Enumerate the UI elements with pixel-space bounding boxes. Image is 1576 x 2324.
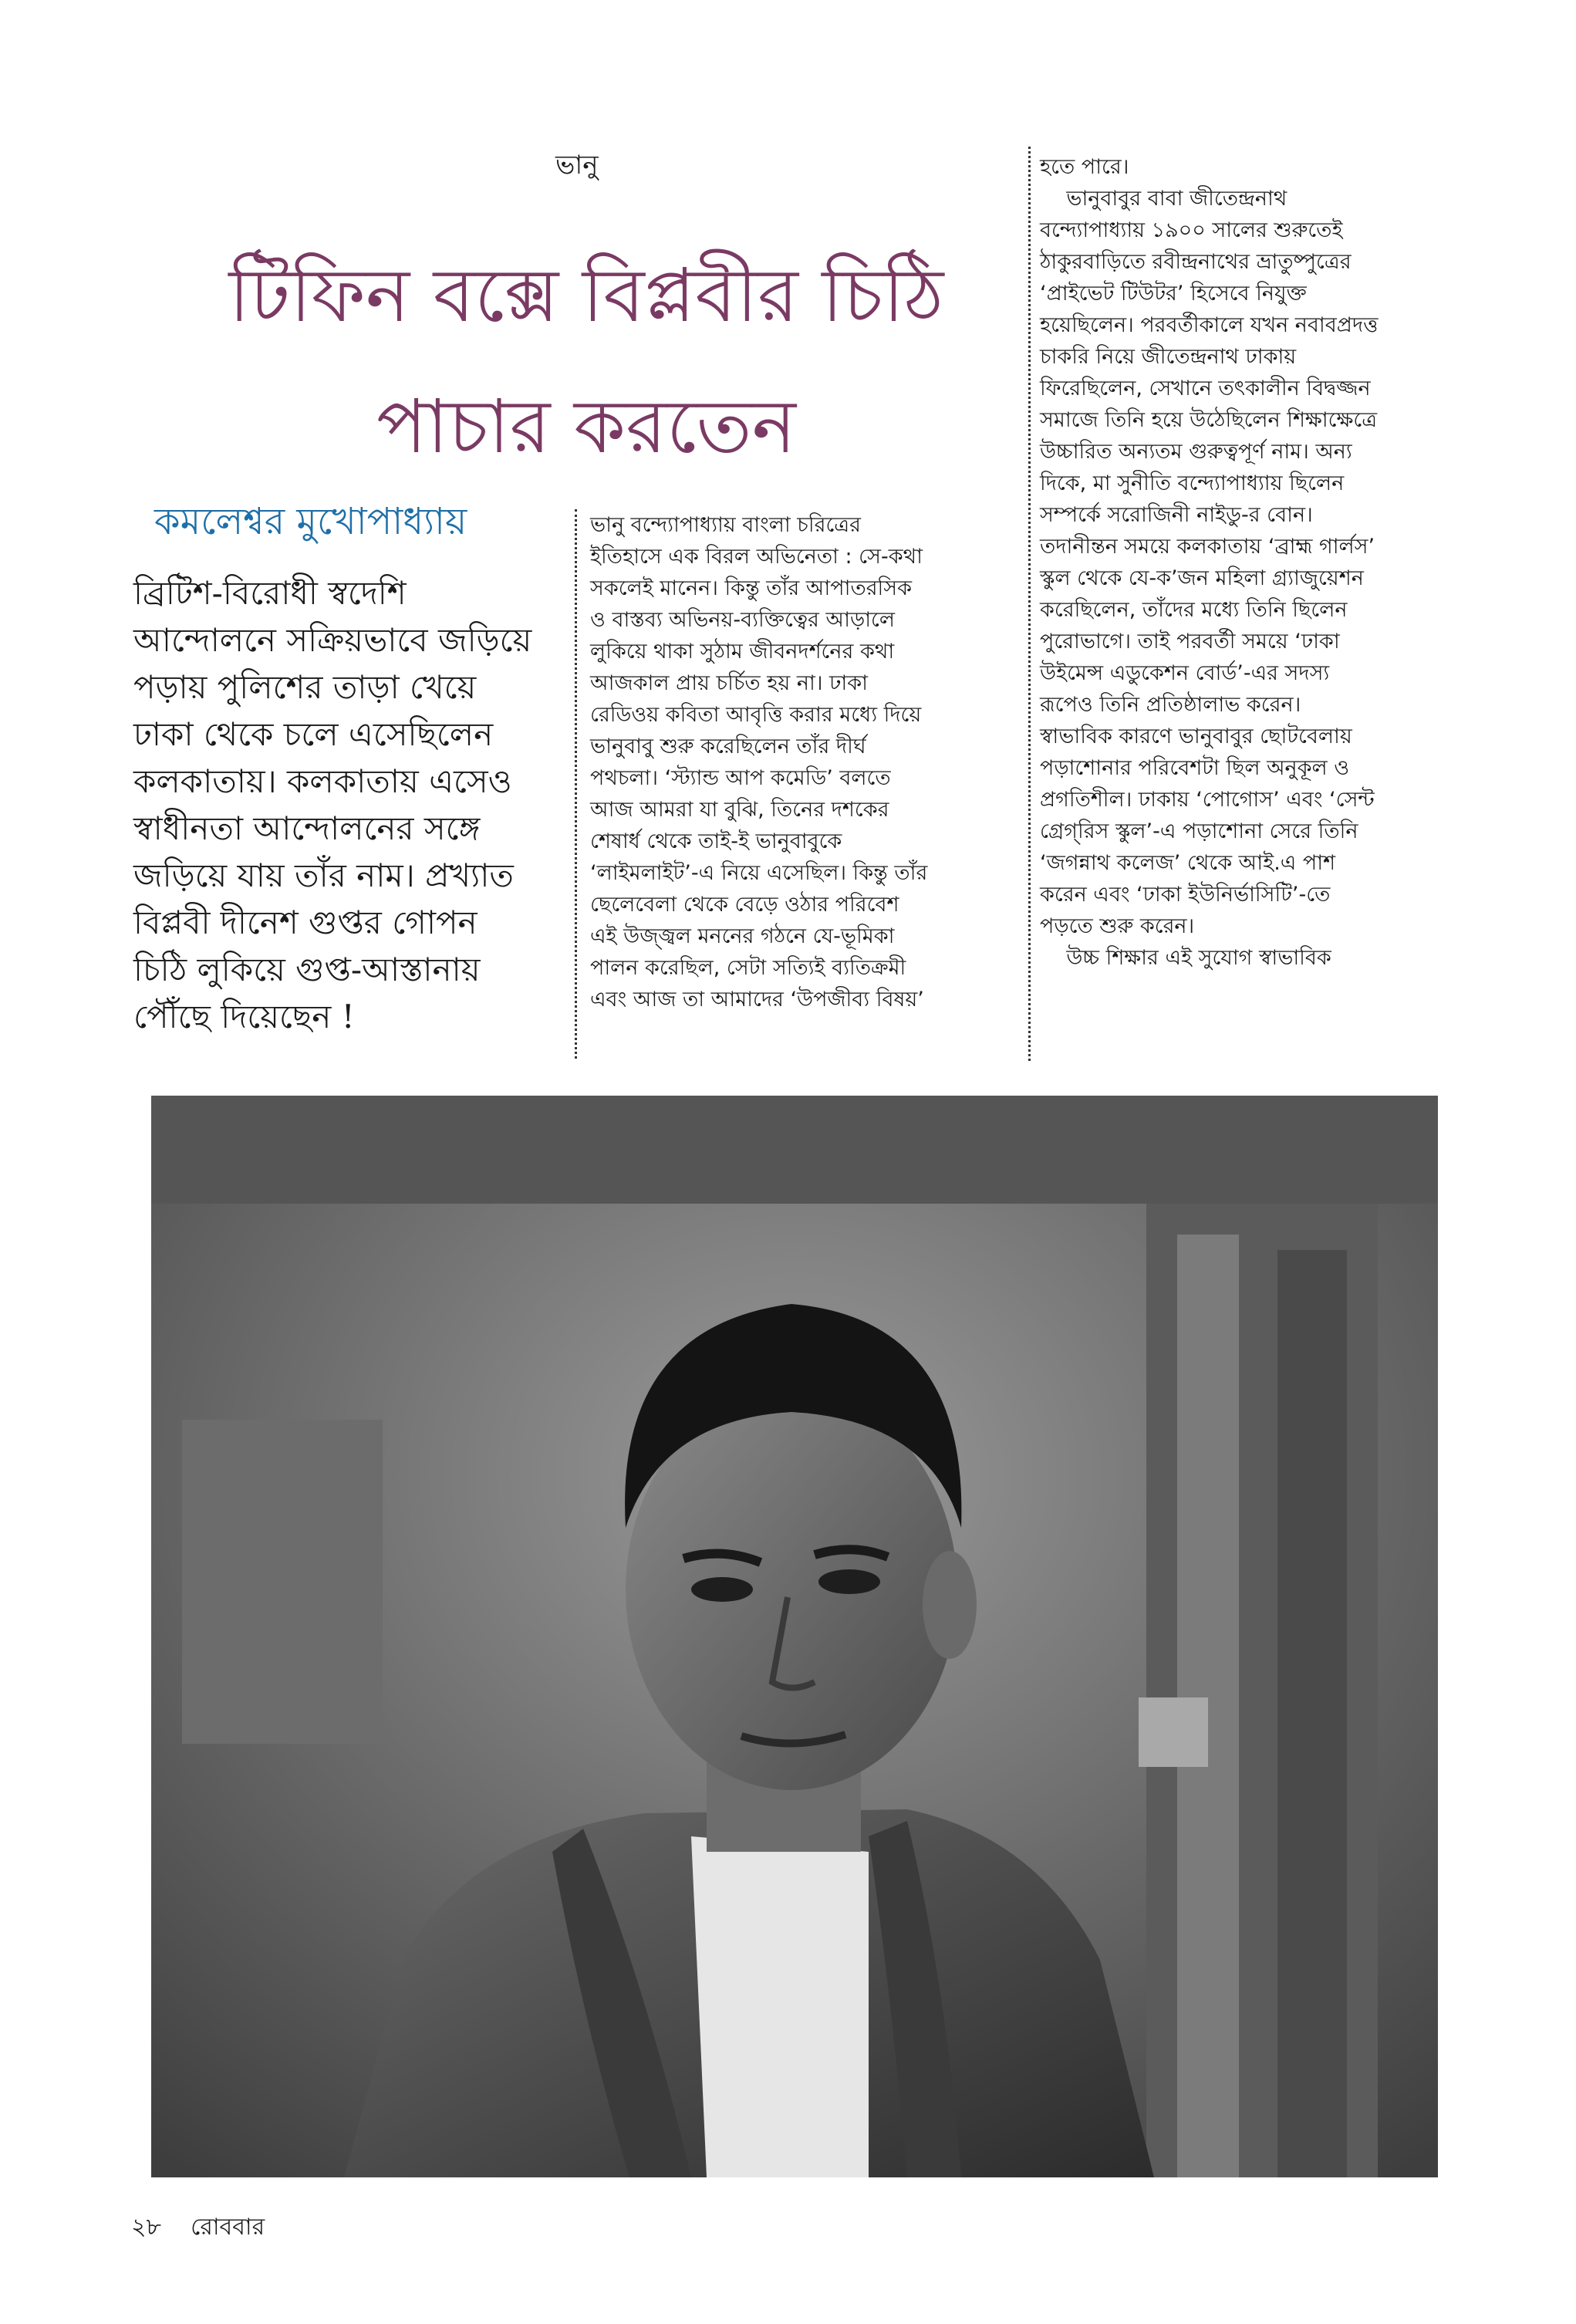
intro-line: পড়ায় পুলিশের তাড়া খেয়ে <box>133 668 477 706</box>
column-divider <box>1028 147 1031 1061</box>
body-line: রেডিওয় কবিতা আবৃত্তি করার মধ্যে দিয়ে <box>590 703 922 727</box>
body-line: ভানু বন্দ্যোপাধ্যায় বাংলা চরিত্রের <box>590 513 861 537</box>
body-line: সমাজে তিনি হয়ে উঠেছিলেন শিক্ষাক্ষেত্রে <box>1040 408 1378 432</box>
body-line: দিকে, মা সুনীতি বন্দ্যোপাধ্যায় ছিলেন <box>1040 471 1345 495</box>
body-line: স্বাভাবিক কারণে ভানুবাবুর ছোটবেলায় <box>1040 725 1352 748</box>
body-line: চাকরি নিয়ে জীতেন্দ্রনাথ ঢাকায় <box>1040 345 1297 369</box>
headline-line-1: টিফিন বক্সে বিপ্লবীর চিঠি <box>228 252 944 339</box>
body-line: ‘প্রাইভেট টিউটর’ হিসেবে নিযুক্ত <box>1040 282 1307 306</box>
body-line: ভানুবাবুর বাবা জীতেন্দ্রনাথ <box>1040 187 1287 211</box>
section-kicker: ভানু <box>555 150 599 181</box>
intro-line: কলকাতায়। কলকাতায় এসেও <box>133 762 512 800</box>
intro-line: ঢাকা থেকে চলে এসেছিলেন <box>133 715 494 753</box>
body-line: উইমেন্স এডুকেশন বোর্ড’-এর সদস্য <box>1040 661 1330 685</box>
body-line: লুকিয়ে থাকা সুঠাম জীবনদর্শনের কথা <box>590 640 895 664</box>
page-number: ২৮ <box>131 2214 161 2241</box>
body-line: পালন করেছিল, সেটা সত্যিই ব্যতিক্রমী <box>590 956 906 980</box>
body-line: ‘লাইমলাইট’-এ নিয়ে এসেছিল। কিন্তু তাঁর <box>590 861 928 885</box>
body-line: বন্দ্যোপাধ্যায় ১৯০০ সালের শুরুতেই <box>1040 218 1343 242</box>
article-column-middle <box>590 509 1022 1015</box>
body-line: সকলেই মানেন। কিন্তু তাঁর আপাতরসিক <box>590 576 912 600</box>
body-line: প্রগতিশীল। ঢাকায় ‘পোগোস’ এবং ‘সেন্ট <box>1040 788 1375 812</box>
body-line: তদানীন্তন সময়ে কলকাতায় ‘ব্রাহ্ম গার্লস’ <box>1040 535 1375 559</box>
body-line: শেষার্ধ থেকে তাই-ই ভানুবাবুকে <box>590 829 842 853</box>
article-column-right <box>1040 151 1487 974</box>
body-line: হয়েছিলেন। পরবর্তীকালে যখন নবাবপ্রদত্ত <box>1040 313 1379 337</box>
body-line: ‘জগন্নাথ কলেজ’ থেকে আই.এ পাশ <box>1040 851 1336 875</box>
body-line: এই উজ্জ্বল মননের গঠনে যে-ভূমিকা <box>590 924 895 948</box>
intro-line: স্বাধীনতা আন্দোলনের সঙ্গে <box>133 809 481 847</box>
body-line: ঠাকুরবাড়িতে রবীন্দ্রনাথের ভ্রাতুষ্পুত্রের <box>1040 250 1352 274</box>
body-line: ও বাস্তব্য অভিনয়-ব্যক্তিত্বের আড়ালে <box>590 608 896 632</box>
body-line: পুরোভাগে। তাই পরবর্তী সময়ে ‘ঢাকা <box>1040 630 1340 654</box>
body-line: ফিরেছিলেন, সেখানে তৎকালীন বিদ্বজ্জন <box>1040 377 1371 400</box>
body-line: ভানুবাবু শুরু করেছিলেন তাঁর দীর্ঘ <box>590 735 866 758</box>
intro-line: আন্দোলনে সক্রিয়ভাবে জড়িয়ে <box>133 621 532 659</box>
headline <box>139 230 1034 492</box>
portrait-photo <box>151 1096 1438 2177</box>
body-line: পড়তে শুরু করেন। <box>1040 914 1195 938</box>
column-divider <box>575 509 577 1059</box>
body-line: পড়াশোনার পরিবেশটা ছিল অনুকূল ও <box>1040 756 1350 780</box>
headline-line-2: পাচার করতেন <box>376 383 796 470</box>
body-line: করেন এবং ‘ঢাকা ইউনির্ভাসিটি’-তে <box>1040 883 1331 907</box>
body-line: আজকাল প্রায় চর্চিত হয় না। ঢাকা <box>590 671 868 695</box>
body-line: ছেলেবেলা থেকে বেড়ে ওঠার পরিবেশ <box>590 893 899 917</box>
body-line: রূপেও তিনি প্রতিষ্ঠালাভ করেন। <box>1040 693 1301 717</box>
intro-blurb <box>133 569 567 1040</box>
body-line: পথচলা। ‘স্ট্যান্ড আপ কমেডি’ বলতে <box>590 766 891 790</box>
body-line: ইতিহাসে এক বিরল অভিনেতা : সে-কথা <box>590 545 923 569</box>
body-line: স্কুল থেকে যে-ক’জন মহিলা গ্র্যাজুয়েশন <box>1040 566 1364 590</box>
page-footer <box>131 2208 265 2248</box>
body-line: উচ্চারিত অন্যতম গুরুত্বপূর্ণ নাম। অন্য <box>1040 440 1352 464</box>
body-line: আজ আমরা যা বুঝি, তিনের দশকের <box>590 798 889 822</box>
body-line: করেছিলেন, তাঁদের মধ্যে তিনি ছিলেন <box>1040 598 1348 622</box>
intro-line: পৌঁছে দিয়েছেন ! <box>133 998 355 1035</box>
magazine-name: রোববার <box>191 2214 265 2241</box>
byline: কমলেশ্বর মুখোপাধ্যায় <box>154 500 467 543</box>
intro-line: জড়িয়ে যায় তাঁর নাম। প্রখ্যাত <box>133 856 514 894</box>
body-line: গ্রেগ্‌রিস স্কুল’-এ পড়াশোনা সেরে তিনি <box>1040 819 1358 843</box>
intro-line: ব্রিটিশ-বিরোধী স্বদেশি <box>133 574 407 612</box>
intro-line: চিঠি লুকিয়ে গুপ্ত-আস্তানায় <box>133 951 481 988</box>
body-line: এবং আজ তা আমাদের ‘উপজীব্য বিষয়’ <box>590 988 924 1012</box>
portrait-illustration <box>151 1096 1438 2177</box>
body-line: হতে পারে। <box>1040 155 1129 179</box>
intro-line: বিপ্লবী দীনেশ গুপ্তর গোপন <box>133 904 478 941</box>
body-line: উচ্চ শিক্ষার এই সুযোগ স্বাভাবিক <box>1040 946 1331 970</box>
body-line: সম্পর্কে সরোজিনী নাইডু-র বোন। <box>1040 503 1313 527</box>
